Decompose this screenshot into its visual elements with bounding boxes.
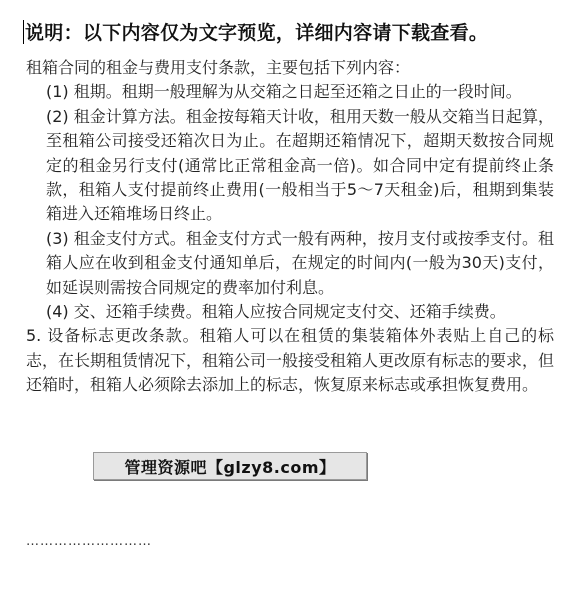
- clause-handling-fee: (4) 交、还箱手续费。租箱人应按合同规定支付交、还箱手续费。: [46, 302, 506, 322]
- watermark-banner: 管理资源吧【glzy8.com】: [93, 452, 367, 480]
- clause-rent-calculation: (2) 租金计算方法。租金按每箱天计收，租用天数一般从交箱当日起算，至租箱公司接受还箱次日为止。在超期还箱情况下，超期天数按合同规定的租金另行支付(通常比正常租金高一倍)。如合同中定有提前终止条款，租箱人支付提前终止费用(一般相当于5～7天租金)后，租期到集装箱进入还箱堆场日终止。: [46, 106, 554, 224]
- document-body: [26, 56, 554, 398]
- preview-notice: 说明：以下内容仅为文字预览，详细内容请下载查看。: [25, 22, 489, 44]
- ellipsis-dots: ………………………: [26, 534, 152, 549]
- clause-marking-change: 5. 设备标志更改条款。租箱人可以在租赁的集装箱体外表贴上自己的标志，在长期租赁情况下，租箱公司一般接受租箱人更改原有标志的要求，但还箱时，租箱人必须除去添加上的标志，恢复原来标志或承担恢复费用。: [26, 326, 555, 395]
- clause-payment-method: (3) 租金支付方式。租金支付方式一般有两种，按月支付或按季支付。租箱人应在收到租金支付通知单后，在规定的时间内(一般为30天)支付，如延误则需按合同规定的费率加付利息。: [46, 228, 554, 297]
- text-cursor: [23, 20, 24, 44]
- clause-term: (1) 租期。租期一般理解为从交箱之日起至还箱之日止的一段时间。: [46, 82, 522, 102]
- intro-paragraph: 租箱合同的租金与费用支付条款，主要包括下列内容：: [26, 58, 411, 77]
